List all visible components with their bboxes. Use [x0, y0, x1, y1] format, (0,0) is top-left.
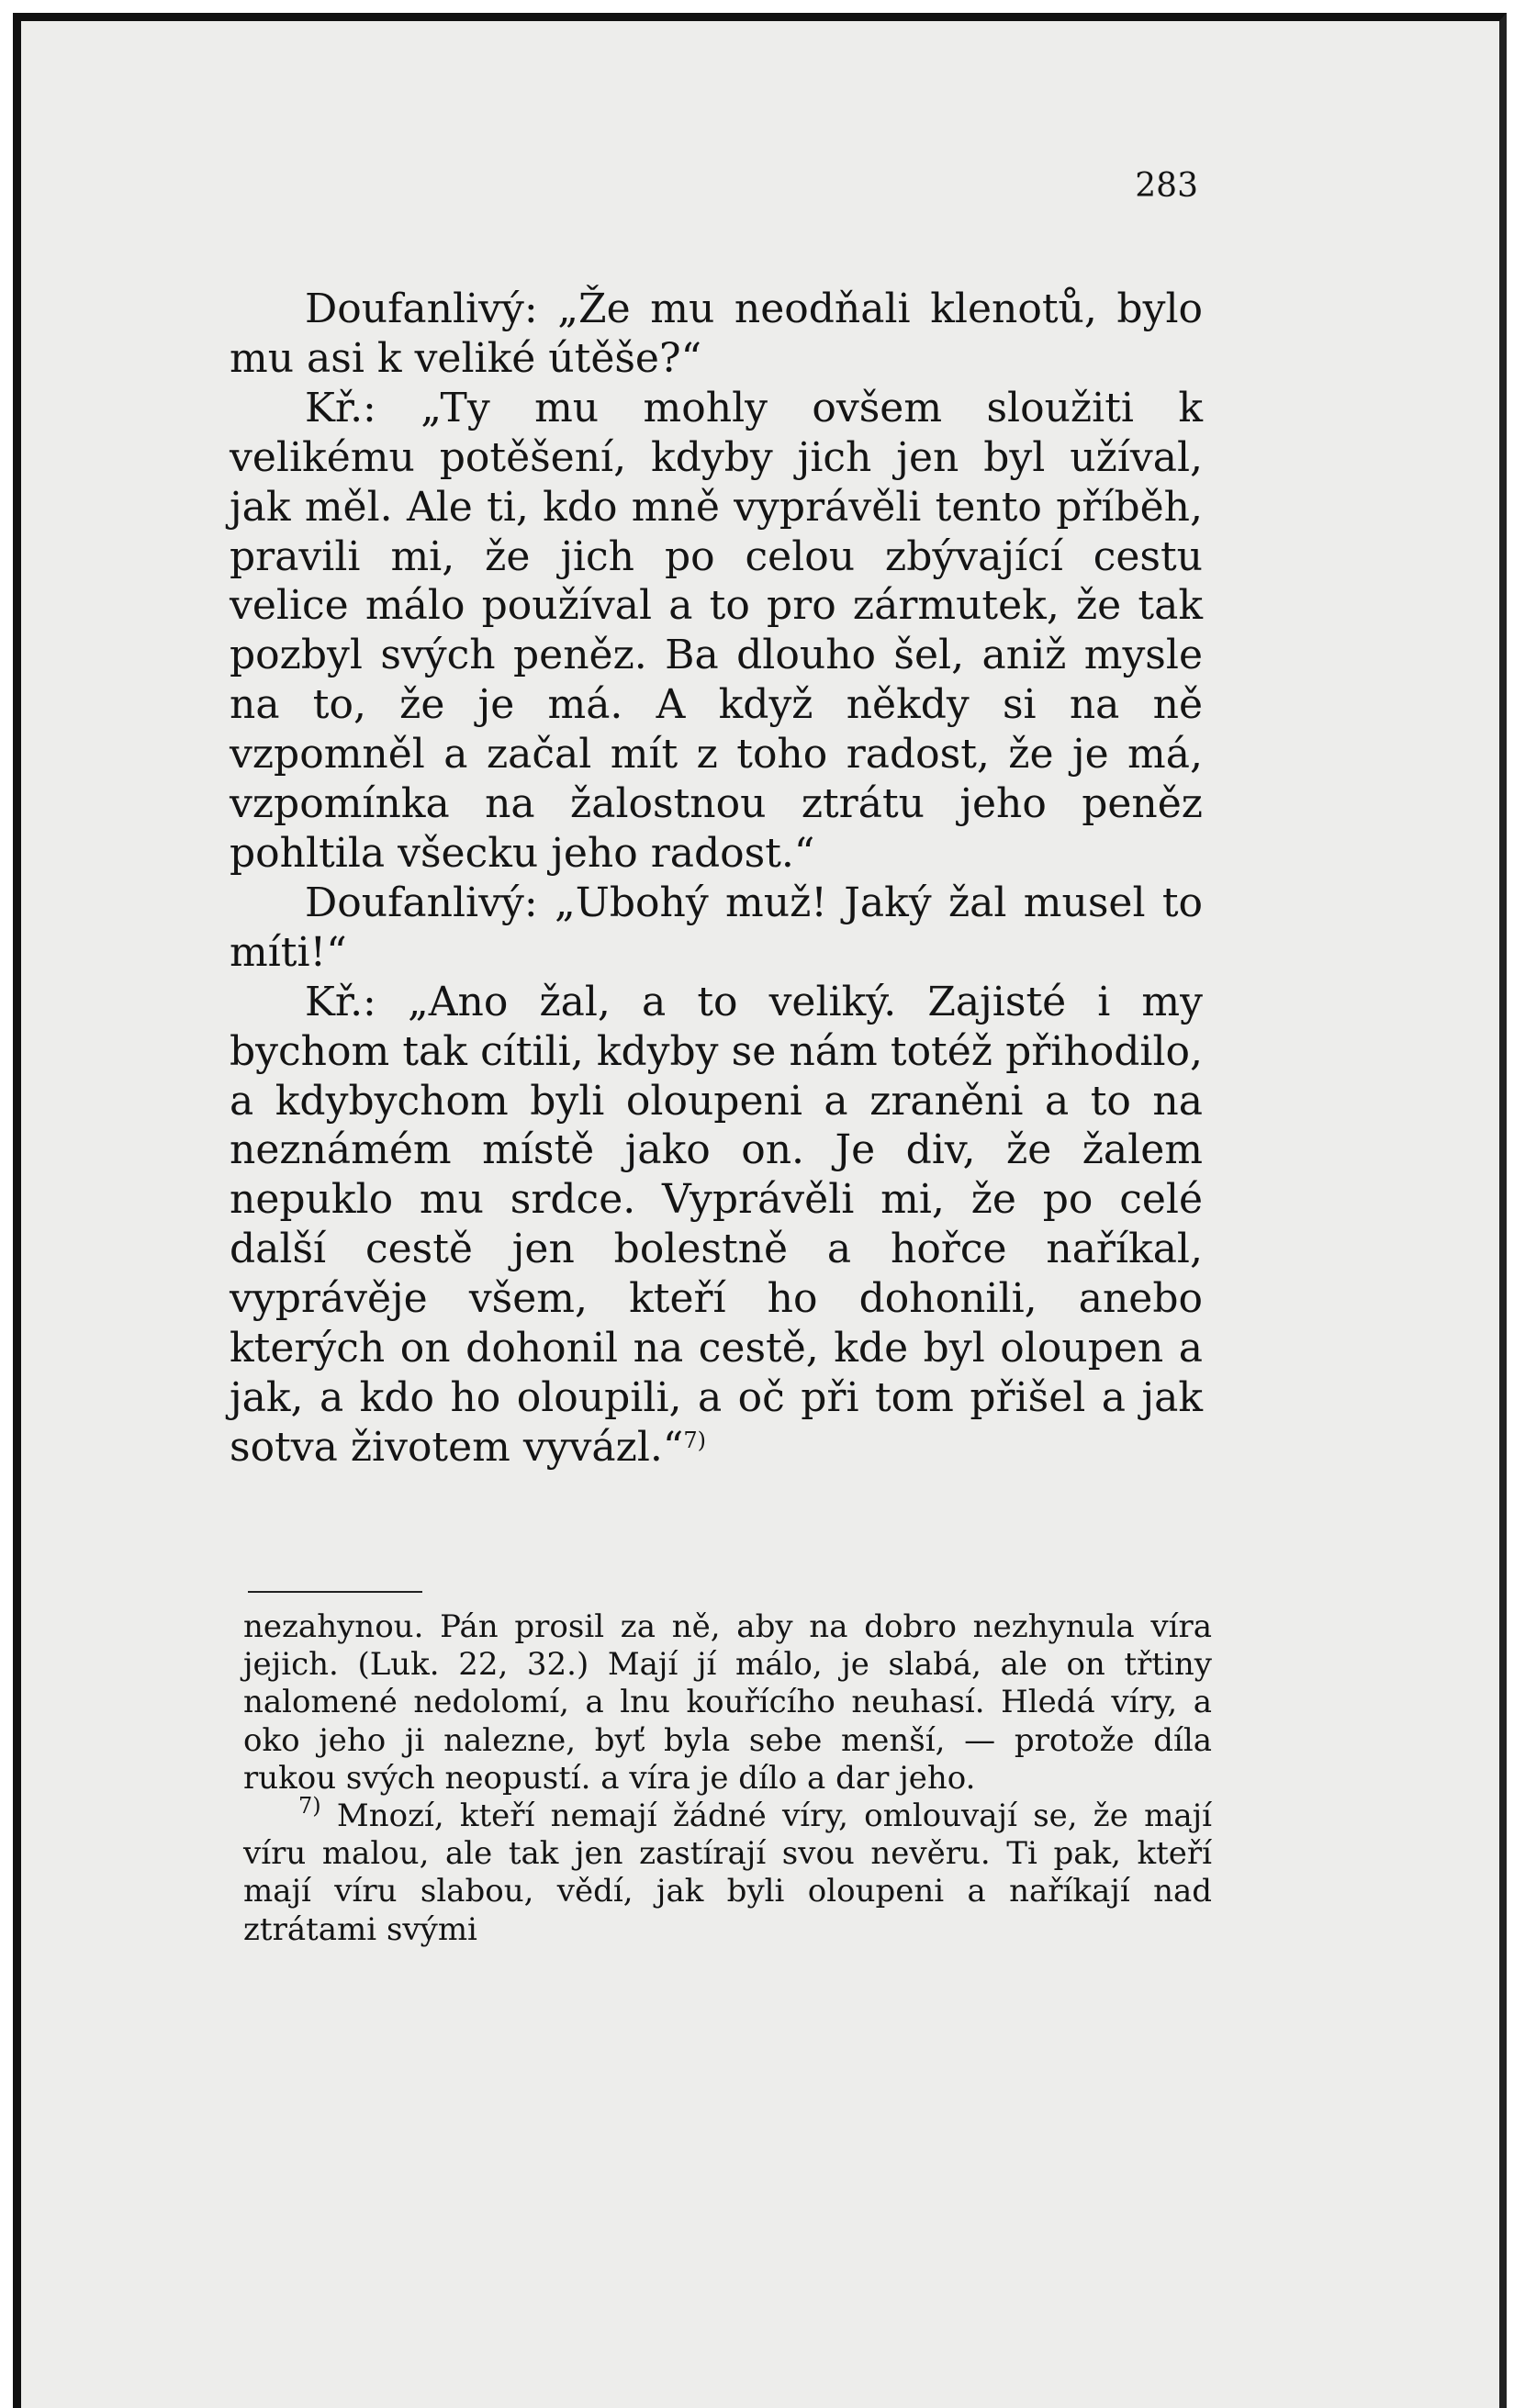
- footnote-separator: [248, 1591, 422, 1593]
- footnote-reference: 7): [683, 1427, 707, 1453]
- paragraph-4-text: Kř.: „Ano žal, a to veliký. Zajisté i my bychom tak cítili, kdyby se nám totéž přihodilo, a kdybychom byli oloupeni a zraněni a to na neznámém místě jako on. Je div, že žalem nepuklo mu srdce. Vyprávěli mi, že po celé další cestě jen bolestně a hořce naříkal, vyprávěje všem, kteří ho dohonili, anebo kterých on dohonil na cestě, kde byl oloupen a jak, a kdo ho oloupili, a oč při tom přišel a jak sotva životem vyvázl.“: [230, 978, 1203, 1471]
- page-number: 283: [1135, 167, 1198, 205]
- footnote-7: [243, 1793, 1213, 1949]
- footnote-7-marker: 7): [298, 1793, 321, 1820]
- paragraph-4: [230, 978, 1203, 1473]
- footnotes: [243, 1608, 1212, 1949]
- main-text: [230, 285, 1203, 1473]
- footnote-7-text: Mnozí, kteří nemají žádné víry, omlouvají se, že mají víru malou, ale tak jen zastírají svou nevěru. Ti pak, kteří mají víru slabou, vědí, jak byli oloupeni a naříkají nad ztrátami svými: [243, 1798, 1213, 1948]
- paragraph-1: Doufanlivý: „Že mu neodňali klenotů, bylo mu asi k veliké útěše?“: [230, 286, 1203, 382]
- paragraph-2: Kř.: „Ty mu mohly ovšem sloužiti k velikému potěšení, kdyby jich jen byl užíval, jak měl. Ale ti, kdo mně vyprávěli tento příběh, pravili mi, že jich po celou zbývající cestu velice málo používal a to pro zármutek, že tak pozbyl svých peněz. Ba dlouho šel, aniž mysle na to, že je má. A když někdy si na ně vzpomněl a začal mít z toho radost, že je má, vzpomínka na žalostnou ztrátu jeho peněz pohltila všecku jeho radost.“: [230, 384, 1203, 877]
- paragraph-3: Doufanlivý: „Ubohý muž! Jaký žal musel to míti!“: [230, 879, 1203, 976]
- footnote-continued: nezahynou. Pán prosil za ně, aby na dobro nezhynula víra jejich. (Luk. 22, 32.) Mají jí málo, je slabá, ale on třtiny nalomené nedolomí, a lnu kouřícího neuhasí. Hledá víry, a oko jeho ji nalezne, byť byla sebe menší, — protože díla rukou svých neopustí. a víra je dílo a dar jeho.: [243, 1608, 1212, 1797]
